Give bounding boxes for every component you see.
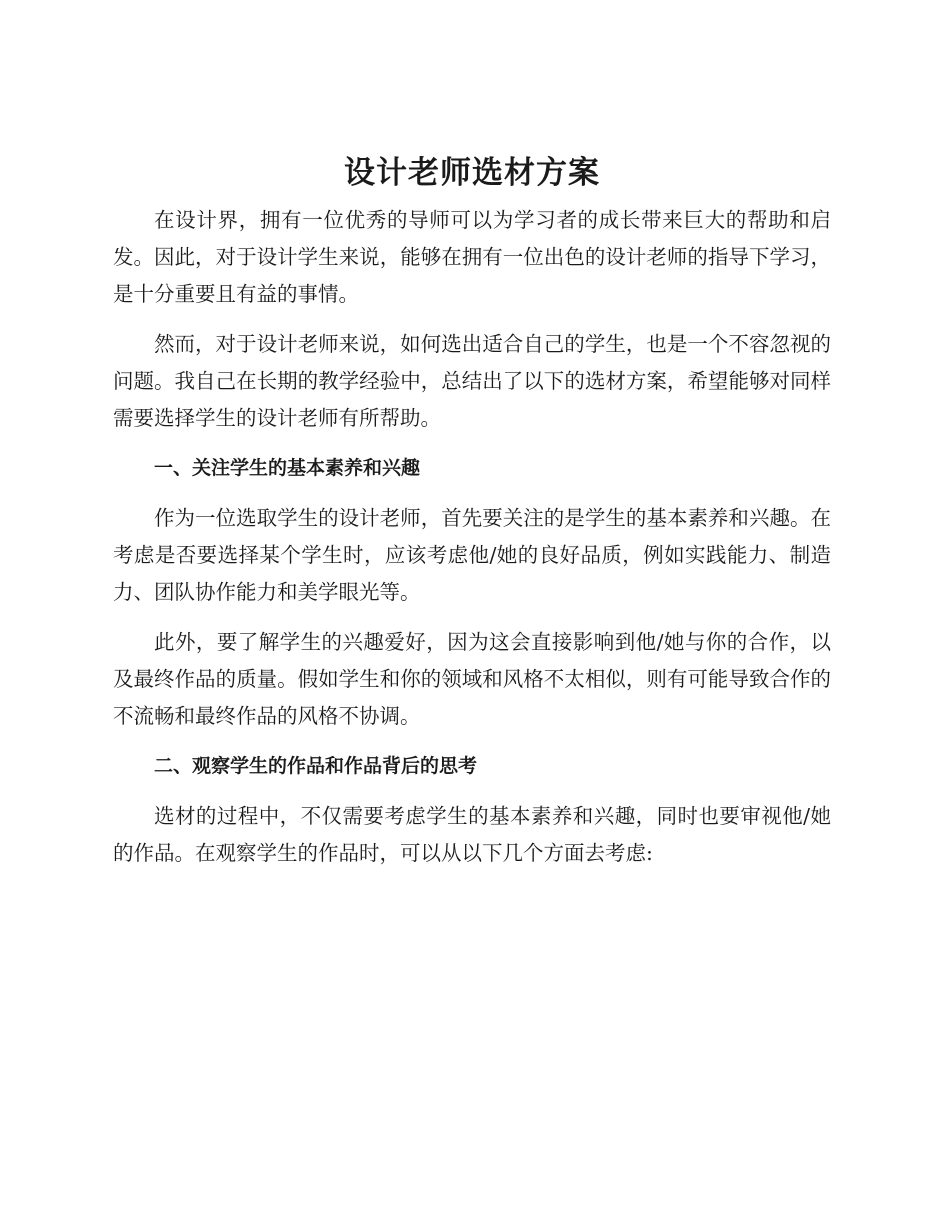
section1-paragraph-1: 作为一位选取学生的设计老师，首先要关注的是学生的基本素养和兴趣。在考虑是否要选择某个学生时，应该考虑他/她的良好品质，例如实践能力、制造力、团队协作能力和美学眼光等。	[113, 506, 831, 604]
section-heading-1: 一、关注学生的基本素养和兴趣	[154, 457, 421, 479]
section2-paragraph-1: 选材的过程中，不仅需要考虑学生的基本素养和兴趣，同时也要审视他/她的作品。在观察学生的作品时，可以从以下几个方面去考虑:	[113, 804, 831, 865]
section1-paragraph-2: 此外，要了解学生的兴趣爱好，因为这会直接影响到他/她与你的合作，以及最终作品的质量。假如学生和你的领域和风格不太相似，则有可能导致合作的不流畅和最终作品的风格不协调。	[113, 630, 831, 728]
intro-paragraph-2: 然而，对于设计老师来说，如何选出适合自己的学生，也是一个不容忽视的问题。我自己在长期的教学经验中，总结出了以下的选材方案，希望能够对同样需要选择学生的设计老师有所帮助。	[113, 332, 831, 430]
document-page	[113, 150, 831, 885]
document-title: 设计老师选材方案	[344, 155, 600, 191]
intro-paragraph-1: 在设计界，拥有一位优秀的导师可以为学习者的成长带来巨大的帮助和启发。因此，对于设计学生来说，能够在拥有一位出色的设计老师的指导下学习，是十分重要且有益的事情。	[113, 208, 831, 306]
section-heading-2: 二、观察学生的作品和作品背后的思考	[154, 755, 478, 777]
